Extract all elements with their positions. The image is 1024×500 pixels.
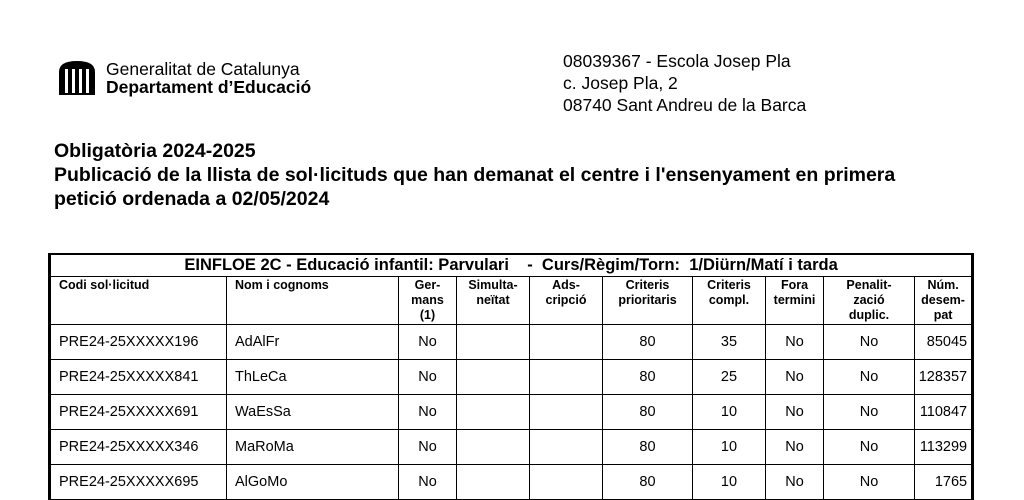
table-row <box>50 395 973 430</box>
table-row <box>50 430 973 465</box>
col-germans-header <box>399 277 457 325</box>
header-label: Ger- <box>414 278 441 292</box>
col-nom-cognoms-cell: MaRoMa <box>227 430 399 465</box>
header-label: neïtat <box>476 293 510 307</box>
header-label: Simulta- <box>468 278 518 292</box>
department-logo <box>56 58 311 98</box>
header-label: Fora <box>780 278 809 292</box>
header-label: pat <box>933 308 953 322</box>
school-address <box>563 50 806 116</box>
generalitat-emblem-icon <box>56 58 98 98</box>
col-simultaneitat-header <box>457 277 530 325</box>
col-germans-cell: No <box>399 465 457 500</box>
table-body <box>50 325 973 500</box>
header-label: Ads- <box>552 278 580 292</box>
department-name: Departament d’Educació <box>106 77 312 97</box>
header-label: Penalit- <box>846 278 892 292</box>
col-penalitzacio-duplic-cell: No <box>824 465 915 500</box>
col-adscripcio-cell <box>530 395 603 430</box>
col-penalitzacio-duplic-cell: No <box>824 360 915 395</box>
col-criteris-prioritaris-cell: 80 <box>603 430 693 465</box>
header-label: desem- <box>921 293 965 307</box>
header-label: Criteris <box>625 278 670 292</box>
col-criteris-compl-header <box>693 277 766 325</box>
col-criteris-prioritaris-cell: 80 <box>603 465 693 500</box>
col-criteris-prioritaris-cell: 80 <box>603 325 693 360</box>
header-label: mans <box>411 293 444 307</box>
header-label: Criteris <box>707 278 751 292</box>
col-num-desempat-cell: 128357 <box>915 360 973 395</box>
col-criteris-compl-cell: 10 <box>693 465 766 500</box>
col-codi-sollicitud-cell: PRE24-25XXXXX695 <box>50 465 227 500</box>
col-penalitzacio-duplic-cell: No <box>824 430 915 465</box>
col-germans-cell: No <box>399 430 457 465</box>
col-fora-termini-cell: No <box>766 395 824 430</box>
header-label: cripció <box>545 293 587 307</box>
col-num-desempat-cell: 110847 <box>915 395 973 430</box>
school-code-name: 08039367 - Escola Josep Pla <box>563 51 791 71</box>
header-label: compl. <box>708 293 750 307</box>
col-fora-termini-cell: No <box>766 325 824 360</box>
table-row <box>50 360 973 395</box>
header-label: termini <box>773 293 816 307</box>
col-fora-termini-cell: No <box>766 360 824 395</box>
col-fora-termini-cell: No <box>766 430 824 465</box>
col-penalitzacio-duplic-cell: No <box>824 325 915 360</box>
school-city: 08740 Sant Andreu de la Barca <box>563 95 807 115</box>
title-date: petició ordenada a 02/05/2024 <box>54 188 330 210</box>
col-nom-cognoms-cell: AdAlFr <box>227 325 399 360</box>
table-row <box>50 465 973 500</box>
col-fora-termini-cell: No <box>766 465 824 500</box>
header-label: Nom i cognoms <box>235 278 329 292</box>
header-label: zació <box>853 293 885 307</box>
col-simultaneitat-cell <box>457 360 530 395</box>
applications-table <box>48 253 974 500</box>
col-germans-cell: No <box>399 325 457 360</box>
col-num-desempat-header <box>915 277 973 325</box>
col-simultaneitat-cell <box>457 465 530 500</box>
col-criteris-prioritaris-cell: 80 <box>603 395 693 430</box>
col-adscripcio-header <box>530 277 603 325</box>
header-label: (1) <box>419 308 436 322</box>
col-adscripcio-cell <box>530 465 603 500</box>
col-codi-sollicitud-cell: PRE24-25XXXXX841 <box>50 360 227 395</box>
header-label: Codi sol·licitud <box>59 278 150 292</box>
col-criteris-prioritaris-cell: 80 <box>603 360 693 395</box>
col-simultaneitat-cell <box>457 395 530 430</box>
col-adscripcio-cell <box>530 430 603 465</box>
col-nom-cognoms-cell: AlGoMo <box>227 465 399 500</box>
school-street: c. Josep Pla, 2 <box>563 73 678 93</box>
col-penalitzacio-duplic-header <box>824 277 915 325</box>
col-penalitzacio-duplic-cell: No <box>824 395 915 430</box>
col-criteris-compl-cell: 25 <box>693 360 766 395</box>
header-label: prioritaris <box>618 293 677 307</box>
header-label: duplic. <box>848 308 890 322</box>
col-simultaneitat-cell <box>457 325 530 360</box>
col-nom-cognoms-header <box>227 277 399 325</box>
header-label: Núm. <box>927 278 959 292</box>
org-name: Generalitat de Catalunya <box>106 59 300 79</box>
col-num-desempat-cell: 85045 <box>915 325 973 360</box>
col-germans-cell: No <box>399 395 457 430</box>
col-num-desempat-cell: 1765 <box>915 465 973 500</box>
col-nom-cognoms-cell: WaEsSa <box>227 395 399 430</box>
applications-table-container <box>48 253 971 500</box>
table-caption: EINFLOE 2C - Educació infantil: Parvulari - Curs/Règim/Torn: 1/Diürn/Matí i tarda <box>50 254 973 277</box>
document-title <box>54 139 984 211</box>
col-codi-sollicitud-cell: PRE24-25XXXXX691 <box>50 395 227 430</box>
col-criteris-compl-cell: 10 <box>693 430 766 465</box>
col-criteris-compl-cell: 35 <box>693 325 766 360</box>
col-germans-cell: No <box>399 360 457 395</box>
col-codi-sollicitud-cell: PRE24-25XXXXX346 <box>50 430 227 465</box>
title-year: Obligatòria 2024-2025 <box>54 140 256 162</box>
col-codi-sollicitud-header <box>50 277 227 325</box>
table-header-row <box>50 277 973 325</box>
col-codi-sollicitud-cell: PRE24-25XXXXX196 <box>50 325 227 360</box>
table-row <box>50 325 973 360</box>
col-adscripcio-cell <box>530 360 603 395</box>
col-nom-cognoms-cell: ThLeCa <box>227 360 399 395</box>
col-criteris-prioritaris-header <box>603 277 693 325</box>
title-description: Publicació de la llista de sol·licituds que han demanat el centre i l'ensenyament en primera <box>54 164 896 186</box>
col-criteris-compl-cell: 10 <box>693 395 766 430</box>
col-adscripcio-cell <box>530 325 603 360</box>
col-fora-termini-header <box>766 277 824 325</box>
col-num-desempat-cell: 113299 <box>915 430 973 465</box>
col-simultaneitat-cell <box>457 430 530 465</box>
